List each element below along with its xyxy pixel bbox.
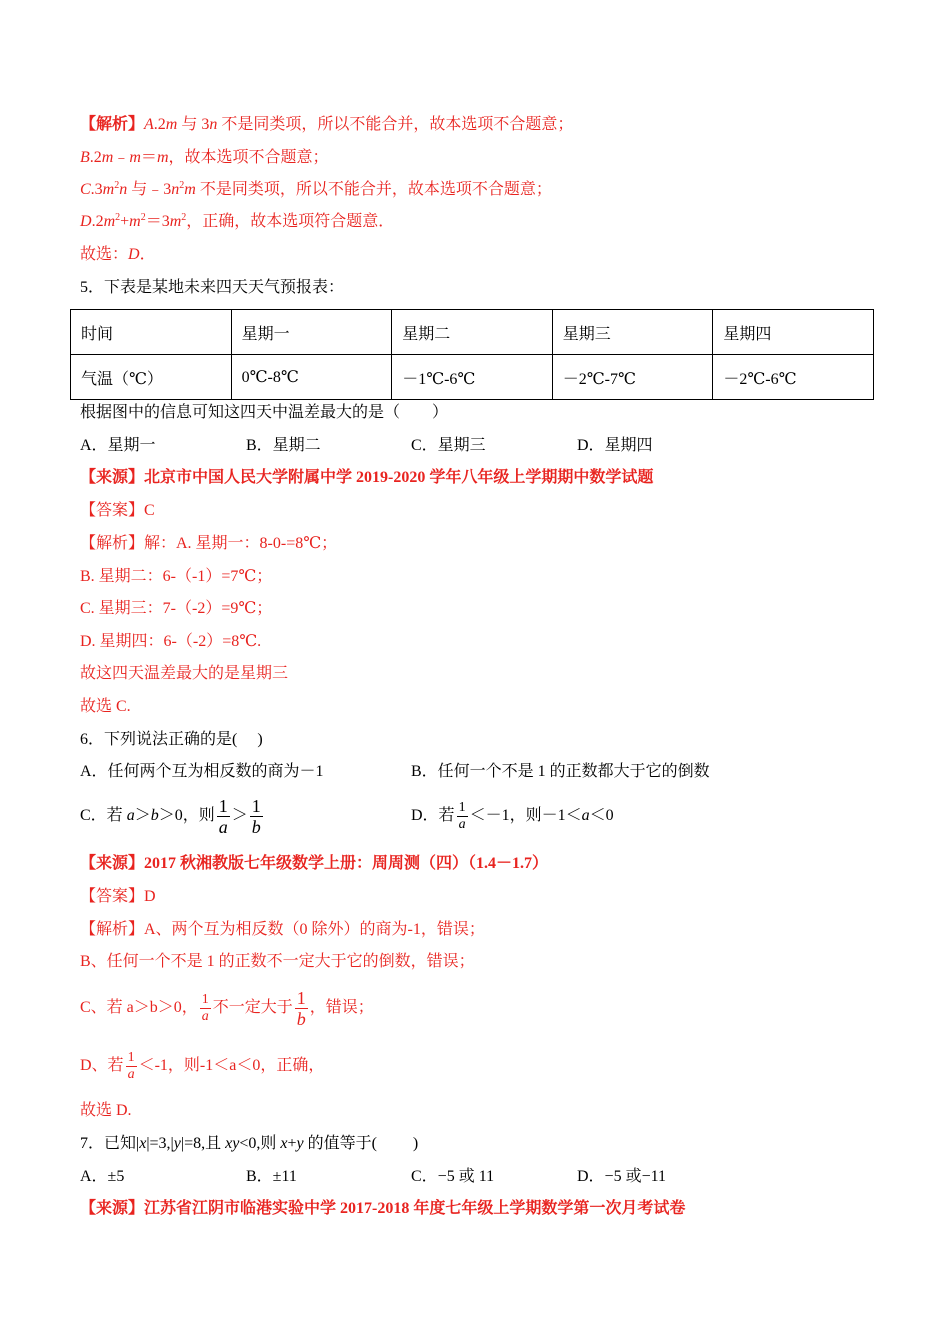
q7-source: 【来源】江苏省江阴市临港实验中学 2017-2018 年度七年级上学期数学第一次月考试卷 [80, 1200, 686, 1217]
q5-analysis-line: C. 星期三：7-（-2）=9℃； [80, 600, 273, 617]
table-row [71, 310, 874, 355]
table-header-cell: 星期二 [392, 310, 553, 355]
q4-choice: 故选：D． [80, 246, 156, 263]
q7-option-a: A．±5 [80, 1168, 125, 1185]
q5-answer: 【答案】C [80, 502, 155, 519]
table-cell: 0℃-8℃ [231, 355, 392, 400]
q6-answer: 【答案】D [80, 888, 156, 905]
q4-analysis-a: 【解析】A.2m 与 3n 不是同类项，所以不能合并，故本选项不合题意； [80, 116, 574, 133]
q5-analysis-line: D. 星期四：6-（-2）=8℃. [80, 633, 262, 650]
table-header-cell: 星期四 [713, 310, 874, 355]
q5-analysis-line: 【解析】解：A. 星期一：8-0-=8℃； [80, 535, 338, 552]
q4-analysis-d: $D.2m^2+m^2=3m^2$，正确，故本选项符合题意． [80, 212, 395, 230]
q6-option-d: D．若 $\frac{1}{a}$ ＜－1，则－1＜a＜0 [411, 799, 614, 832]
table-header-cell: 时间 [71, 310, 232, 355]
q7-stem: 7．已知|x|=3,|y|=8,且 xy<0,则 x+y 的值等于( ) [80, 1135, 419, 1152]
q4-analysis-b: B.2m﹣m＝m，故本选项不合题意； [80, 149, 329, 166]
q6-analysis-a: 【解析】A、两个互为相反数（0 除外）的商为-1，错误； [80, 921, 485, 938]
q6-analysis-c: C、若 a＞b＞0， $\frac{1}{a}$ 不一定大于 $\frac{1}{b}$ ，错误； [80, 988, 374, 1029]
table-cell: －2℃-7℃ [552, 355, 713, 400]
weather-forecast-table [70, 309, 874, 400]
q5-option-b: B．星期二 [246, 437, 321, 454]
q5-option-a: A．星期一 [80, 437, 156, 454]
q7-option-b: B．±11 [246, 1168, 297, 1185]
q5-question: 根据图中的信息可知这四天中温差最大的是（ ） [80, 404, 449, 421]
table-cell: 气温（℃） [71, 355, 232, 400]
q6-option-c: C．若 a＞b＞0，则 $\frac{1}{a}$ ＞ $\frac{1}{b}$ [80, 796, 261, 837]
table-header-cell: 星期一 [231, 310, 392, 355]
q5-source: 【来源】北京市中国人民大学附属中学 2019-2020 学年八年级上学期期中数学试题 [80, 469, 654, 486]
q4-analysis-c: $C.3m^2n$ 与$﹣3n^2m$ 不是同类项，所以不能合并，故本选项不合题意； [80, 180, 552, 198]
q6-analysis-d: D、若 $\frac{1}{a}$ ＜-1，则-1＜a＜0，正确， [80, 1049, 325, 1082]
q5-stem: 5．下表是某地未来四天天气预报表： [80, 279, 345, 296]
q6-option-b: B．任何一个不是 1 的正数都大于它的倒数 [411, 763, 710, 780]
q5-analysis-line: B. 星期二：6-（-1）=7℃； [80, 568, 273, 585]
q7-option-d: D．−5 或−11 [577, 1168, 667, 1185]
q5-option-c: C．星期三 [411, 437, 486, 454]
q6-stem: 6．下列说法正确的是( ) [80, 731, 263, 748]
q7-option-c: C．−5 或 11 [411, 1168, 495, 1185]
q5-analysis-line: 故这四天温差最大的是星期三 [80, 665, 289, 682]
table-row [71, 355, 874, 400]
table-cell: －2℃-6℃ [713, 355, 874, 400]
table-cell: －1℃-6℃ [392, 355, 553, 400]
q6-choice: 故选 D. [80, 1102, 132, 1119]
q6-option-a: A．任何两个互为相反数的商为－1 [80, 763, 324, 780]
q6-source: 【来源】2017 秋湘教版七年级数学上册：周周测（四）（1.4－1.7） [80, 855, 549, 872]
q6-analysis-b: B、任何一个不是 1 的正数不一定大于它的倒数，错误； [80, 953, 475, 970]
q5-analysis-line: 故选 C. [80, 698, 131, 715]
q5-option-d: D．星期四 [577, 437, 653, 454]
table-header-cell: 星期三 [552, 310, 713, 355]
